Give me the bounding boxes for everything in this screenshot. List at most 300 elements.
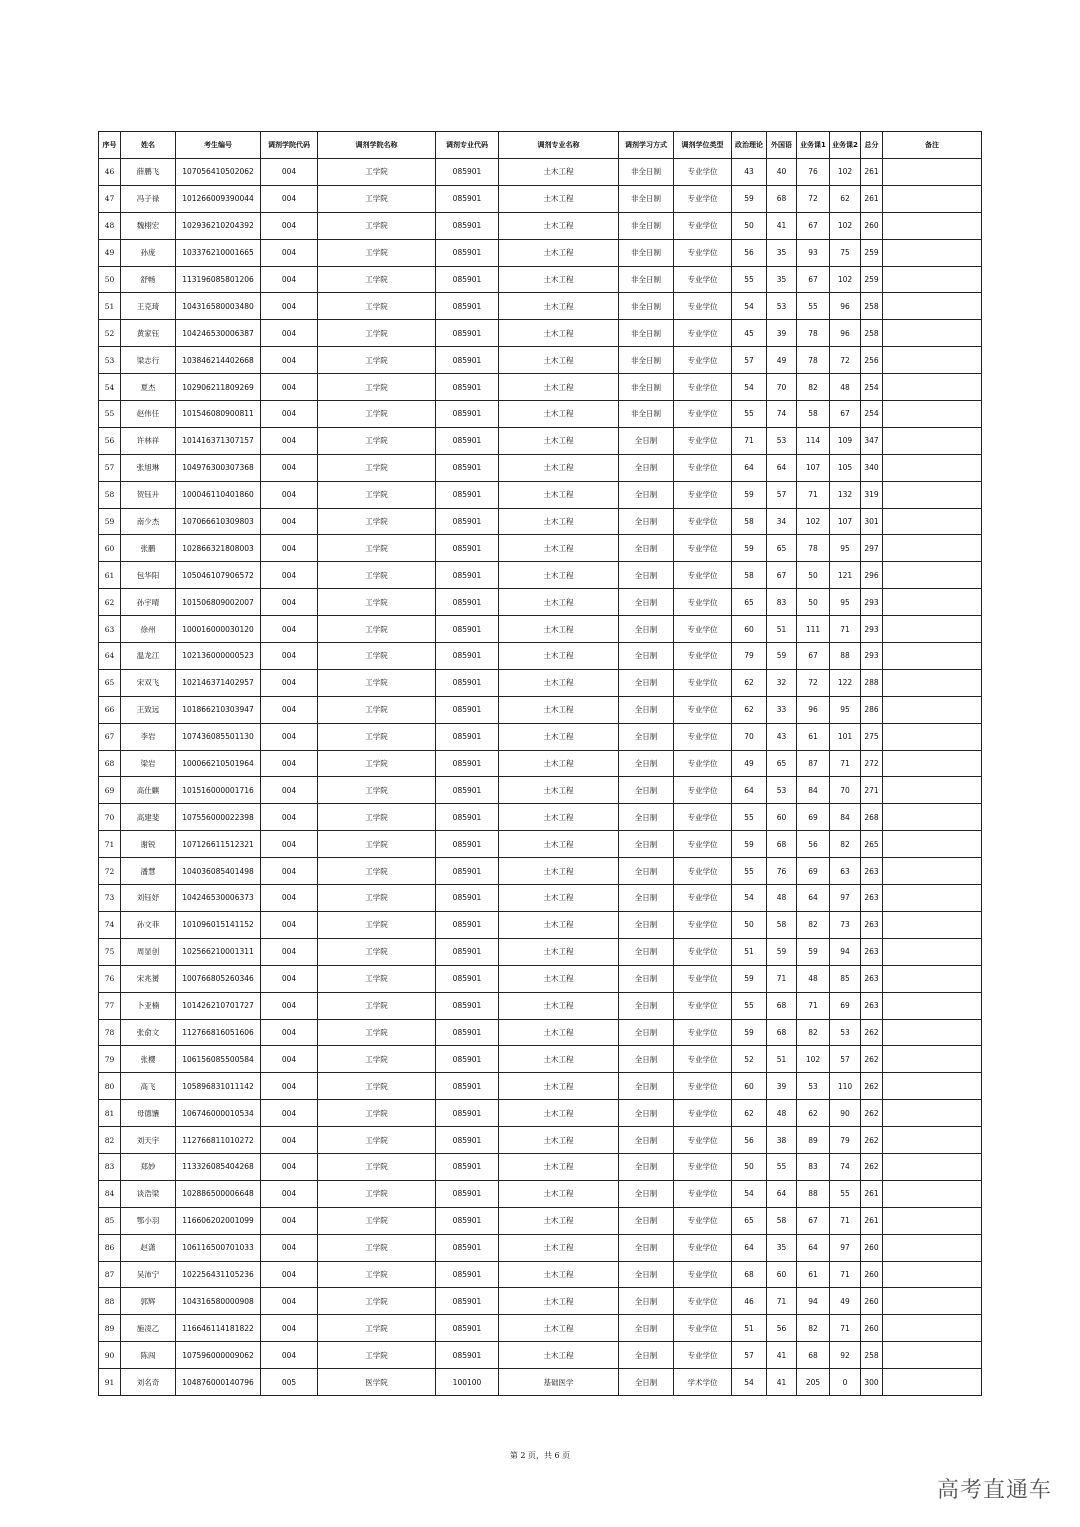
header-cell: 调剂学习方式 bbox=[619, 132, 674, 159]
table-cell: 085901 bbox=[436, 239, 499, 266]
table-cell: 085901 bbox=[436, 589, 499, 616]
table-cell: 83 bbox=[797, 1153, 830, 1180]
table-cell: 土木工程 bbox=[499, 185, 619, 212]
table-cell: 71 bbox=[830, 616, 861, 643]
table-cell: 59 bbox=[732, 965, 767, 992]
table-cell: 非全日制 bbox=[619, 266, 674, 293]
table-cell: 085901 bbox=[436, 723, 499, 750]
table-cell: 268 bbox=[861, 804, 883, 831]
table-cell: 55 bbox=[732, 992, 767, 1019]
table-cell: 58 bbox=[767, 1207, 797, 1234]
table-cell: 60 bbox=[732, 1073, 767, 1100]
table-cell: 专业学位 bbox=[674, 508, 732, 535]
table-cell: 67 bbox=[830, 401, 861, 428]
table-cell: 专业学位 bbox=[674, 938, 732, 965]
table-cell: 58 bbox=[732, 562, 767, 589]
table-cell: 郭辉 bbox=[121, 1288, 176, 1315]
table-cell: 33 bbox=[767, 696, 797, 723]
table-cell bbox=[883, 266, 982, 293]
table-cell: 67 bbox=[797, 266, 830, 293]
table-cell bbox=[883, 750, 982, 777]
table-cell: 004 bbox=[261, 1153, 318, 1180]
table-cell: 孙文菲 bbox=[121, 911, 176, 938]
table-cell: 潘慧 bbox=[121, 858, 176, 885]
table-cell: 专业学位 bbox=[674, 1315, 732, 1342]
table-cell: 258 bbox=[861, 1342, 883, 1369]
table-cell: 专业学位 bbox=[674, 777, 732, 804]
table-cell: 085901 bbox=[436, 643, 499, 670]
table-cell bbox=[883, 1315, 982, 1342]
table-cell: 76 bbox=[99, 965, 121, 992]
table-cell: 39 bbox=[767, 1073, 797, 1100]
table-cell: 工学院 bbox=[318, 696, 436, 723]
table-cell: 82 bbox=[797, 911, 830, 938]
table-cell: 101866210303947 bbox=[176, 696, 261, 723]
table-cell: 工学院 bbox=[318, 1046, 436, 1073]
table-cell: 专业学位 bbox=[674, 1073, 732, 1100]
table-cell: 085901 bbox=[436, 508, 499, 535]
table-cell: 004 bbox=[261, 481, 318, 508]
table-cell: 49 bbox=[732, 750, 767, 777]
table-cell: 70 bbox=[767, 374, 797, 401]
table-cell: 293 bbox=[861, 616, 883, 643]
table-cell: 297 bbox=[861, 535, 883, 562]
table-cell: 107066610309803 bbox=[176, 508, 261, 535]
table-cell: 土木工程 bbox=[499, 1100, 619, 1127]
table-cell: 全日制 bbox=[619, 992, 674, 1019]
table-cell: 50 bbox=[797, 589, 830, 616]
table-cell: 94 bbox=[830, 938, 861, 965]
table-cell bbox=[883, 1046, 982, 1073]
table-cell: 78 bbox=[797, 535, 830, 562]
table-cell bbox=[883, 804, 982, 831]
table-cell: 60 bbox=[99, 535, 121, 562]
table-cell: 48 bbox=[767, 1100, 797, 1127]
table-cell: 262 bbox=[861, 1153, 883, 1180]
table-cell: 004 bbox=[261, 159, 318, 186]
table-cell: 004 bbox=[261, 1342, 318, 1369]
table-cell: 土木工程 bbox=[499, 212, 619, 239]
table-cell: 259 bbox=[861, 266, 883, 293]
table-cell: 59 bbox=[732, 481, 767, 508]
table-row bbox=[99, 427, 982, 454]
table-cell: 73 bbox=[830, 911, 861, 938]
table-cell: 专业学位 bbox=[674, 589, 732, 616]
table-cell: 67 bbox=[767, 562, 797, 589]
table-cell bbox=[883, 1073, 982, 1100]
table-cell: 非全日制 bbox=[619, 374, 674, 401]
table-cell: 53 bbox=[767, 777, 797, 804]
table-cell: 085901 bbox=[436, 696, 499, 723]
table-cell: 107056410502062 bbox=[176, 159, 261, 186]
table-cell: 61 bbox=[797, 1261, 830, 1288]
table-cell: 土木工程 bbox=[499, 885, 619, 912]
table-cell: 60 bbox=[732, 616, 767, 643]
header-cell: 调剂专业代码 bbox=[436, 132, 499, 159]
table-cell: 96 bbox=[830, 293, 861, 320]
table-cell: 41 bbox=[767, 212, 797, 239]
watermark-text: 高考直通车 bbox=[936, 1478, 1052, 1503]
table-cell: 工学院 bbox=[318, 777, 436, 804]
table-cell: 67 bbox=[99, 723, 121, 750]
table-cell: 102256431105236 bbox=[176, 1261, 261, 1288]
table-cell: 工学院 bbox=[318, 185, 436, 212]
table-cell: 南少杰 bbox=[121, 508, 176, 535]
table-cell: 085901 bbox=[436, 1315, 499, 1342]
table-cell: 全日制 bbox=[619, 1261, 674, 1288]
table-row bbox=[99, 1261, 982, 1288]
table-cell: 102 bbox=[830, 212, 861, 239]
table-cell: 工学院 bbox=[318, 481, 436, 508]
table-cell: 260 bbox=[861, 1234, 883, 1261]
table-cell: 非全日制 bbox=[619, 185, 674, 212]
table-cell: 舒畅 bbox=[121, 266, 176, 293]
table-cell: 90 bbox=[99, 1342, 121, 1369]
table-cell: 64 bbox=[767, 1180, 797, 1207]
table-cell: 工学院 bbox=[318, 1153, 436, 1180]
table-cell: 全日制 bbox=[619, 1288, 674, 1315]
table-cell: 132 bbox=[830, 481, 861, 508]
table-cell: 46 bbox=[99, 159, 121, 186]
table-cell: 70 bbox=[99, 804, 121, 831]
table-cell: 106156085500584 bbox=[176, 1046, 261, 1073]
table-cell: 62 bbox=[732, 669, 767, 696]
table-row bbox=[99, 643, 982, 670]
table-cell: 40 bbox=[767, 159, 797, 186]
table-cell bbox=[883, 212, 982, 239]
table-cell: 71 bbox=[99, 831, 121, 858]
table-cell: 085901 bbox=[436, 159, 499, 186]
table-cell: 64 bbox=[797, 885, 830, 912]
table-cell: 085901 bbox=[436, 293, 499, 320]
table-row bbox=[99, 401, 982, 428]
table-cell: 工学院 bbox=[318, 804, 436, 831]
table-cell bbox=[883, 374, 982, 401]
table-cell: 103376210001665 bbox=[176, 239, 261, 266]
table-cell bbox=[883, 1019, 982, 1046]
table-cell: 085901 bbox=[436, 616, 499, 643]
table-cell: 工学院 bbox=[318, 723, 436, 750]
table-cell: 专业学位 bbox=[674, 454, 732, 481]
table-cell: 土木工程 bbox=[499, 831, 619, 858]
table-cell: 专业学位 bbox=[674, 239, 732, 266]
table-cell: 68 bbox=[767, 185, 797, 212]
table-row bbox=[99, 1073, 982, 1100]
table-cell: 102 bbox=[797, 508, 830, 535]
table-cell bbox=[883, 965, 982, 992]
table-cell: 81 bbox=[99, 1100, 121, 1127]
table-cell: 71 bbox=[830, 750, 861, 777]
table-cell: 56 bbox=[767, 1315, 797, 1342]
table-cell: 全日制 bbox=[619, 911, 674, 938]
table-cell: 宋兆赟 bbox=[121, 965, 176, 992]
table-cell: 工学院 bbox=[318, 643, 436, 670]
table-cell bbox=[883, 562, 982, 589]
table-cell bbox=[883, 1180, 982, 1207]
table-cell: 工学院 bbox=[318, 535, 436, 562]
table-cell: 王致远 bbox=[121, 696, 176, 723]
header-cell: 姓名 bbox=[121, 132, 176, 159]
table-row bbox=[99, 1315, 982, 1342]
table-cell: 57 bbox=[732, 347, 767, 374]
table-cell: 59 bbox=[732, 535, 767, 562]
table-cell: 陈闯 bbox=[121, 1342, 176, 1369]
table-cell: 全日制 bbox=[619, 1153, 674, 1180]
table-cell: 71 bbox=[767, 965, 797, 992]
table-cell: 69 bbox=[830, 992, 861, 1019]
table-cell: 全日制 bbox=[619, 1073, 674, 1100]
table-row bbox=[99, 804, 982, 831]
table-cell: 全日制 bbox=[619, 616, 674, 643]
table-cell: 085901 bbox=[436, 1153, 499, 1180]
table-cell: 004 bbox=[261, 239, 318, 266]
table-cell: 263 bbox=[861, 911, 883, 938]
table-cell: 58 bbox=[767, 911, 797, 938]
table-cell: 263 bbox=[861, 992, 883, 1019]
table-cell: 宋双飞 bbox=[121, 669, 176, 696]
table-cell: 72 bbox=[99, 858, 121, 885]
table-cell: 专业学位 bbox=[674, 616, 732, 643]
table-cell: 293 bbox=[861, 589, 883, 616]
table-cell: 84 bbox=[797, 777, 830, 804]
table-cell: 293 bbox=[861, 643, 883, 670]
table-cell: 104316580003480 bbox=[176, 293, 261, 320]
table-cell: 专业学位 bbox=[674, 427, 732, 454]
table-cell: 专业学位 bbox=[674, 965, 732, 992]
table-cell: 107596000009062 bbox=[176, 1342, 261, 1369]
table-cell: 谈浩梁 bbox=[121, 1180, 176, 1207]
table-cell: 72 bbox=[797, 669, 830, 696]
table-cell: 107 bbox=[797, 454, 830, 481]
table-cell: 96 bbox=[830, 320, 861, 347]
table-row bbox=[99, 159, 982, 186]
table-cell: 71 bbox=[830, 1207, 861, 1234]
table-cell: 工学院 bbox=[318, 911, 436, 938]
table-cell: 工学院 bbox=[318, 1288, 436, 1315]
table-cell: 004 bbox=[261, 911, 318, 938]
table-cell: 004 bbox=[261, 1046, 318, 1073]
table-cell: 113196085801206 bbox=[176, 266, 261, 293]
table-cell bbox=[883, 1207, 982, 1234]
table-cell: 101096015141152 bbox=[176, 911, 261, 938]
table-cell bbox=[883, 616, 982, 643]
table-cell: 110 bbox=[830, 1073, 861, 1100]
table-cell: 75 bbox=[830, 239, 861, 266]
table-cell: 土木工程 bbox=[499, 1019, 619, 1046]
table-cell: 085901 bbox=[436, 965, 499, 992]
table-cell: 全日制 bbox=[619, 1369, 674, 1396]
table-cell: 104036085401498 bbox=[176, 858, 261, 885]
table-cell: 土木工程 bbox=[499, 643, 619, 670]
table-cell: 102906211809269 bbox=[176, 374, 261, 401]
table-cell: 土木工程 bbox=[499, 508, 619, 535]
table-cell: 89 bbox=[797, 1127, 830, 1154]
table-cell: 004 bbox=[261, 508, 318, 535]
table-cell: 土木工程 bbox=[499, 723, 619, 750]
table-cell: 43 bbox=[732, 159, 767, 186]
table-cell: 土木工程 bbox=[499, 320, 619, 347]
table-cell: 88 bbox=[830, 643, 861, 670]
table-cell: 51 bbox=[732, 938, 767, 965]
table-cell: 梁岩 bbox=[121, 750, 176, 777]
table-cell: 张旭琳 bbox=[121, 454, 176, 481]
table-cell: 专业学位 bbox=[674, 266, 732, 293]
table-cell: 学术学位 bbox=[674, 1369, 732, 1396]
table-cell: 吴沛宁 bbox=[121, 1261, 176, 1288]
table-cell: 谢锐 bbox=[121, 831, 176, 858]
table-cell: 48 bbox=[797, 965, 830, 992]
table-cell: 全日制 bbox=[619, 1234, 674, 1261]
table-cell: 004 bbox=[261, 643, 318, 670]
header-row bbox=[99, 132, 982, 159]
table-cell: 58 bbox=[797, 401, 830, 428]
table-cell: 56 bbox=[732, 239, 767, 266]
table-cell: 261 bbox=[861, 185, 883, 212]
table-row bbox=[99, 723, 982, 750]
table-cell: 107556000022398 bbox=[176, 804, 261, 831]
table-cell: 254 bbox=[861, 401, 883, 428]
table-cell: 102136000000523 bbox=[176, 643, 261, 670]
table-cell: 121 bbox=[830, 562, 861, 589]
table-row bbox=[99, 508, 982, 535]
table-cell: 专业学位 bbox=[674, 374, 732, 401]
table-cell: 全日制 bbox=[619, 508, 674, 535]
table-cell bbox=[883, 535, 982, 562]
table-row bbox=[99, 320, 982, 347]
table-cell: 土木工程 bbox=[499, 992, 619, 1019]
table-cell: 全日制 bbox=[619, 643, 674, 670]
table-cell: 004 bbox=[261, 1315, 318, 1342]
table-cell: 57 bbox=[732, 1342, 767, 1369]
table-cell: 土木工程 bbox=[499, 1261, 619, 1288]
table-cell bbox=[883, 1100, 982, 1127]
table-cell: 93 bbox=[797, 239, 830, 266]
table-cell bbox=[883, 858, 982, 885]
table-cell: 55 bbox=[732, 804, 767, 831]
table-row bbox=[99, 858, 982, 885]
table-cell bbox=[883, 1288, 982, 1315]
table-cell: 专业学位 bbox=[674, 1288, 732, 1315]
table-cell: 59 bbox=[797, 938, 830, 965]
table-cell bbox=[883, 696, 982, 723]
table-cell: 全日制 bbox=[619, 1046, 674, 1073]
table-cell: 205 bbox=[797, 1369, 830, 1396]
table-cell: 周显创 bbox=[121, 938, 176, 965]
table-cell: 085901 bbox=[436, 1342, 499, 1369]
table-cell: 工学院 bbox=[318, 1180, 436, 1207]
table-row bbox=[99, 481, 982, 508]
table-cell: 专业学位 bbox=[674, 992, 732, 1019]
table-cell: 土木工程 bbox=[499, 454, 619, 481]
table-cell bbox=[883, 1261, 982, 1288]
table-cell: 专业学位 bbox=[674, 669, 732, 696]
table-cell: 全日制 bbox=[619, 965, 674, 992]
table-cell: 55 bbox=[99, 401, 121, 428]
table-cell: 87 bbox=[797, 750, 830, 777]
table-cell: 71 bbox=[797, 992, 830, 1019]
table-cell bbox=[883, 669, 982, 696]
table-cell: 32 bbox=[767, 669, 797, 696]
table-cell: 004 bbox=[261, 427, 318, 454]
table-cell: 49 bbox=[99, 239, 121, 266]
table-cell: 340 bbox=[861, 454, 883, 481]
table-cell: 全日制 bbox=[619, 1019, 674, 1046]
table-cell bbox=[883, 481, 982, 508]
table-cell: 0 bbox=[830, 1369, 861, 1396]
table-cell: 55 bbox=[767, 1153, 797, 1180]
table-cell: 347 bbox=[861, 427, 883, 454]
table-cell: 103846214402668 bbox=[176, 347, 261, 374]
table-cell: 65 bbox=[99, 669, 121, 696]
table-cell: 35 bbox=[767, 239, 797, 266]
table-cell: 39 bbox=[767, 320, 797, 347]
table-cell: 57 bbox=[99, 454, 121, 481]
table-cell: 66 bbox=[99, 696, 121, 723]
table-cell: 张俞文 bbox=[121, 1019, 176, 1046]
table-cell: 71 bbox=[732, 427, 767, 454]
table-cell: 100046110401860 bbox=[176, 481, 261, 508]
table-cell: 085901 bbox=[436, 1046, 499, 1073]
table-cell: 085901 bbox=[436, 911, 499, 938]
table-cell: 085901 bbox=[436, 320, 499, 347]
table-cell: 52 bbox=[732, 1046, 767, 1073]
table-cell: 64 bbox=[732, 454, 767, 481]
table-cell: 土木工程 bbox=[499, 858, 619, 885]
table-cell: 105 bbox=[830, 454, 861, 481]
table-cell: 专业学位 bbox=[674, 535, 732, 562]
table-cell: 254 bbox=[861, 374, 883, 401]
table-cell bbox=[883, 885, 982, 912]
table-cell bbox=[883, 1234, 982, 1261]
table-cell: 89 bbox=[99, 1315, 121, 1342]
table-cell: 许林祥 bbox=[121, 427, 176, 454]
table-cell: 085901 bbox=[436, 374, 499, 401]
table-row bbox=[99, 938, 982, 965]
table-cell: 263 bbox=[861, 938, 883, 965]
table-cell: 53 bbox=[767, 293, 797, 320]
table-cell: 80 bbox=[99, 1073, 121, 1100]
table-cell: 76 bbox=[767, 858, 797, 885]
table-cell: 74 bbox=[99, 911, 121, 938]
table-cell: 260 bbox=[861, 1288, 883, 1315]
table-cell: 专业学位 bbox=[674, 1100, 732, 1127]
table-cell: 50 bbox=[99, 266, 121, 293]
table-cell: 专业学位 bbox=[674, 911, 732, 938]
table-cell: 101 bbox=[830, 723, 861, 750]
table-cell: 105046107906572 bbox=[176, 562, 261, 589]
table-cell: 004 bbox=[261, 347, 318, 374]
table-cell: 122 bbox=[830, 669, 861, 696]
table-cell: 土木工程 bbox=[499, 589, 619, 616]
table-cell: 黄家钰 bbox=[121, 320, 176, 347]
table-cell: 65 bbox=[732, 1207, 767, 1234]
table-cell: 004 bbox=[261, 1019, 318, 1046]
table-cell: 71 bbox=[830, 1315, 861, 1342]
table-cell: 004 bbox=[261, 589, 318, 616]
table-cell: 004 bbox=[261, 750, 318, 777]
table-cell: 262 bbox=[861, 1046, 883, 1073]
table-cell: 67 bbox=[797, 1207, 830, 1234]
table-cell: 全日制 bbox=[619, 804, 674, 831]
table-cell: 全日制 bbox=[619, 938, 674, 965]
table-cell: 004 bbox=[261, 454, 318, 481]
table-row bbox=[99, 293, 982, 320]
table-cell: 43 bbox=[767, 723, 797, 750]
table-cell bbox=[883, 1369, 982, 1396]
table-cell: 全日制 bbox=[619, 427, 674, 454]
header-cell: 总分 bbox=[861, 132, 883, 159]
table-cell: 102866321808003 bbox=[176, 535, 261, 562]
